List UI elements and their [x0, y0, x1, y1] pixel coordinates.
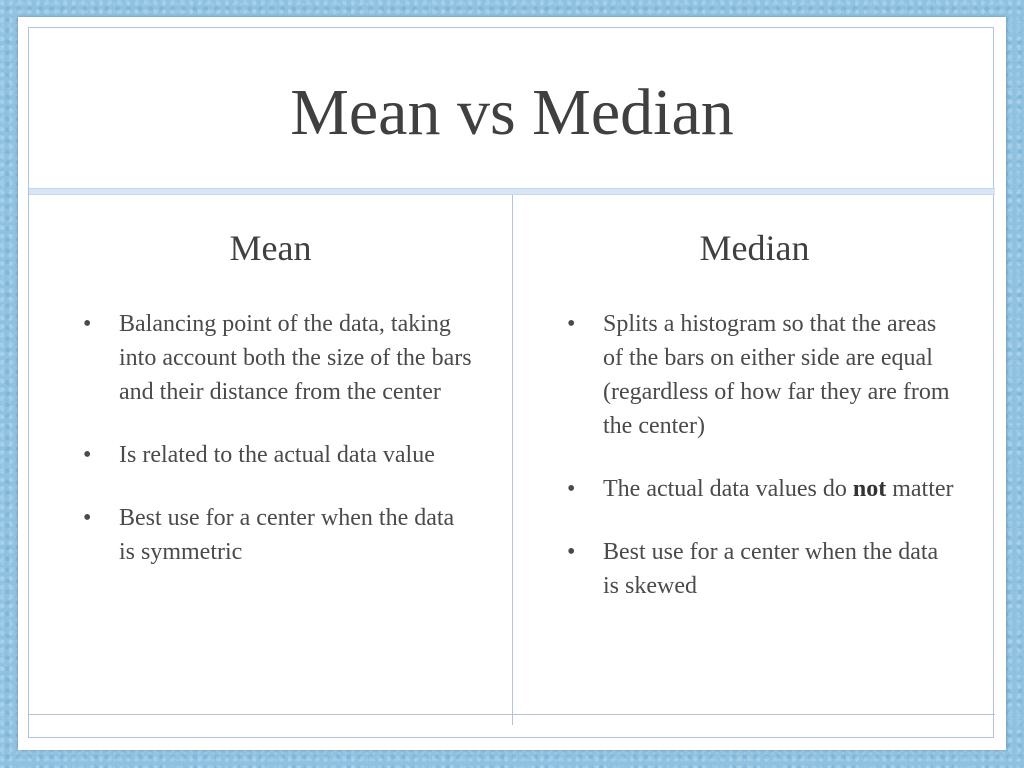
title-area	[29, 28, 995, 188]
mean-bullet-2-text: Is related to the actual data value	[119, 442, 435, 468]
mean-bullet-1-text: Balancing point of the data, taking into account both the size of the bars and their distance from the center	[119, 311, 472, 405]
median-bullet-2-text-after: matter	[892, 476, 954, 502]
bullet-marker: •	[567, 476, 576, 502]
median-bullet-1	[563, 307, 958, 443]
median-bullet-1-text: Splits a histogram so that the areas of the bars on either side are equal (regardless of how far they are from the center)	[603, 311, 950, 439]
mean-heading: Mean	[229, 228, 312, 268]
bullet-marker: •	[567, 311, 576, 337]
title-divider	[29, 188, 995, 195]
slide-frame	[28, 27, 994, 738]
mean-bullet-2	[79, 438, 474, 472]
median-bullet-2-text-bold: not	[852, 476, 887, 502]
column-divider	[512, 195, 513, 725]
median-bullet-2-text-before: The actual data values do	[603, 476, 847, 502]
median-bullet-3-text: Best use for a center when the data is skewed	[603, 539, 939, 599]
footer-divider	[29, 714, 995, 715]
slide	[18, 17, 1006, 750]
median-bullet-list	[563, 307, 958, 632]
mean-bullet-list	[79, 307, 474, 598]
mean-bullet-1	[79, 307, 474, 409]
bullet-marker: •	[567, 539, 576, 565]
bullet-marker: •	[83, 442, 92, 468]
median-bullet-2	[563, 472, 958, 506]
slide-title: Mean vs Median	[290, 76, 734, 149]
mean-bullet-3-text: Best use for a center when the data is symmetric	[119, 505, 455, 565]
bullet-marker: •	[83, 505, 92, 531]
median-heading: Median	[699, 228, 810, 268]
bullet-marker: •	[83, 311, 92, 337]
median-bullet-3	[563, 535, 958, 603]
mean-bullet-3	[79, 501, 474, 569]
